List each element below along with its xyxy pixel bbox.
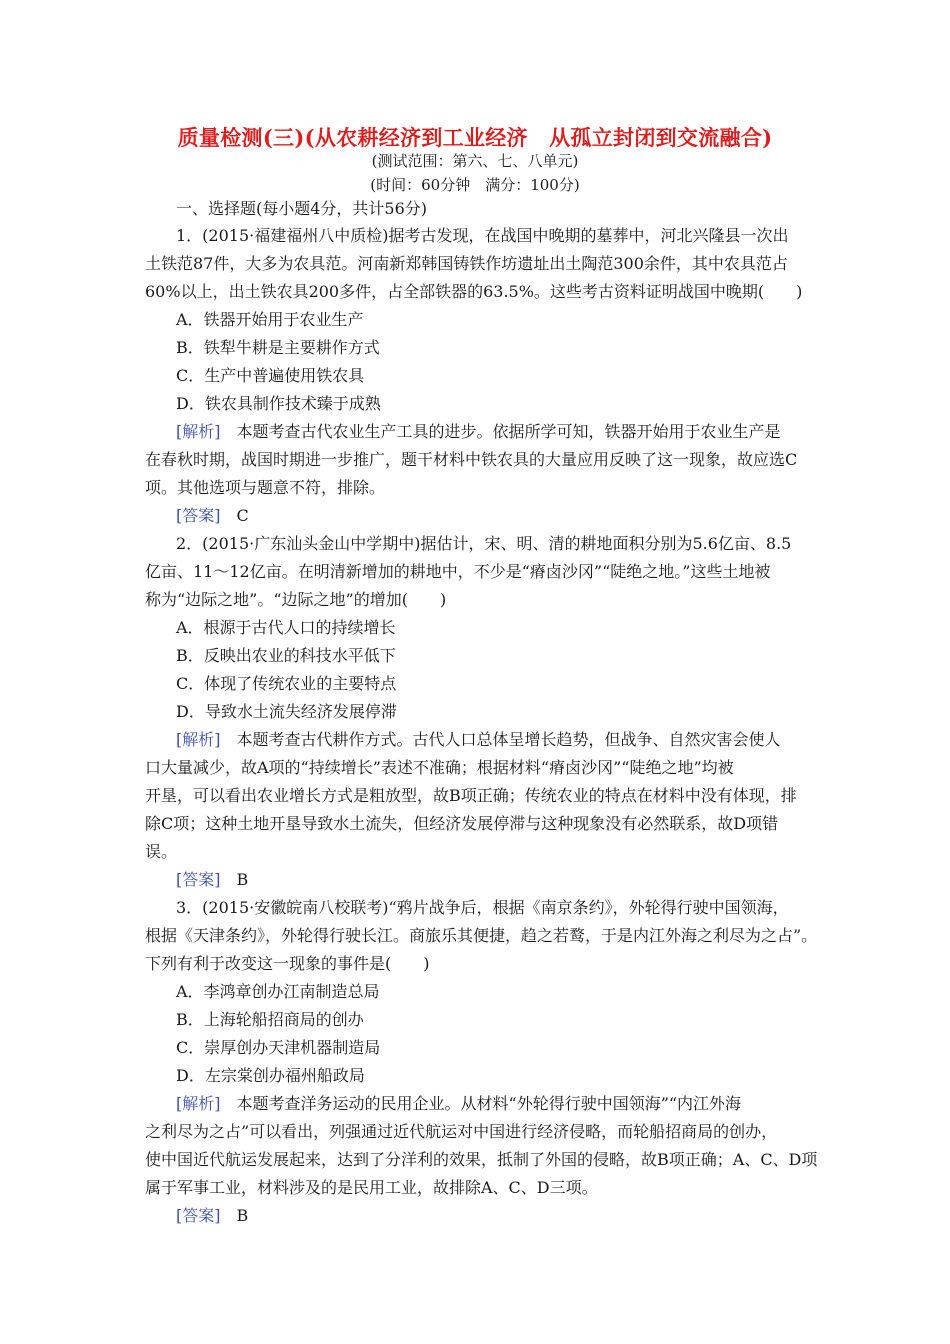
answer-tag: [答案] [176, 870, 221, 889]
question-3-answer [176, 1206, 248, 1226]
question-1-line-3: 60%以上，出土铁农具200多件，占全部铁器的63.5%。这些考古资料证明战国中晚期( ) [145, 282, 803, 301]
answer-tag: [答案] [176, 506, 221, 525]
question-2-analysis-line-5: 误。 [145, 842, 178, 861]
question-3-analysis [176, 1094, 741, 1114]
answer-value: C [236, 506, 249, 525]
question-3-analysis-line-3: 使中国近代航运发展起来，达到了分洋利的效果，抵制了外国的侵略，故B项正确；A、C、D项 [145, 1150, 818, 1169]
question-2-analysis-line-3: 开垦，可以看出农业增长方式是粗放型，故B项正确；传统农业的特点在材料中没有体现，排 [145, 786, 797, 805]
analysis-text: 本题考查洋务运动的民用企业。从材料“外轮得行驶中国领海”“内江外海 [236, 1094, 742, 1113]
question-3-option-c: C．崇厚创办天津机器制造局 [176, 1038, 381, 1057]
question-2-line-2: 亿亩、11～12亿亩。在明清新增加的耕地中，不少是“瘠卤沙冈”“陡绝之地。”这些土地被 [145, 562, 771, 581]
question-2-answer [176, 870, 248, 890]
question-3-line-2: 根据《天津条约》，外轮得行驶长江。商旅乐其便捷，趋之若鹜，于是内江外海之利尽为之占”。 [145, 926, 818, 945]
question-2-line-1: 2．(2015·广东汕头金山中学期中)据估计，宋、明、清的耕地面积分别为5.6亿亩、8.5 [176, 534, 792, 553]
question-3-option-b: B．上海轮船招商局的创办 [176, 1010, 364, 1029]
question-3-analysis-line-2: 之利尽为之占”可以看出，列强通过近代航运对中国进行经济侵略，而轮船招商局的创办， [145, 1122, 778, 1141]
question-1-line-2: 土铁范87件，大多为农具范。河南新郑韩国铸铁作坊遗址出土陶范300余件，其中农具范占 [145, 254, 788, 273]
question-1-option-c: C．生产中普遍使用铁农具 [176, 366, 365, 385]
question-3-line-1: 3．(2015·安徽皖南八校联考)“鸦片战争后，根据《南京条约》，外轮得行驶中国领海， [176, 898, 789, 917]
question-2-option-b: B．反映出农业的科技水平低下 [176, 646, 396, 665]
question-1-analysis [176, 422, 781, 442]
question-1-option-d: D．铁农具制作技术臻于成熟 [176, 394, 381, 413]
question-3-option-d: D．左宗棠创办福州船政局 [176, 1066, 365, 1085]
analysis-text: 本题考查古代耕作方式。古代人口总体呈增长趋势，但战争、自然灾害会使人 [236, 730, 781, 749]
question-3-line-3: 下列有利于改变这一现象的事件是( ) [145, 954, 430, 973]
question-2-analysis-line-4: 除C项；这种土地开垦导致水土流失，但经济发展停滞与这种现象没有必然联系，故D项错 [145, 814, 779, 833]
analysis-tag: [解析] [176, 422, 221, 441]
question-2-analysis-line-2: 口大量减少，故A项的“持续增长”表述不准确；根据材料“瘠卤沙冈”“陡绝之地”均被 [145, 758, 734, 777]
question-1-option-a: A．铁器开始用于农业生产 [176, 310, 364, 329]
question-2-analysis [176, 730, 781, 750]
question-1-analysis-line-3: 项。其他选项与题意不符，排除。 [145, 478, 386, 497]
answer-value: B [236, 1206, 249, 1225]
test-scope: (测试范围：第六、七、八单元) [371, 152, 579, 170]
question-1-line-1: 1．(2015·福建福州八中质检)据考古发现，在战国中晚期的墓葬中，河北兴隆县一次出 [176, 226, 789, 245]
analysis-tag: [解析] [176, 730, 221, 749]
question-3-analysis-line-4: 属于军事工业，材料涉及的是民用工业，故排除A、C、D三项。 [145, 1178, 598, 1197]
analysis-tag: [解析] [176, 1094, 221, 1113]
question-2-option-a: A．根源于古代人口的持续增长 [176, 618, 396, 637]
question-2-line-3: 称为“边际之地”。“边际之地”的增加( ) [145, 590, 447, 609]
answer-tag: [答案] [176, 1206, 221, 1225]
question-1-option-b: B．铁犁牛耕是主要耕作方式 [176, 338, 380, 357]
question-1-analysis-line-2: 在春秋时期，战国时期进一步推广，题干材料中铁农具的大量应用反映了这一现象，故应选C [145, 450, 798, 469]
question-3-option-a: A．李鸿章创办江南制造总局 [176, 982, 380, 1001]
question-2-option-d: D．导致水土流失经济发展停滞 [176, 702, 397, 721]
question-2-option-c: C．体现了传统农业的主要特点 [176, 674, 397, 693]
section-heading: 一、选择题(每小题4分，共计56分) [176, 199, 428, 218]
analysis-text: 本题考查古代农业生产工具的进步。依据所学可知，铁器开始用于农业生产是 [236, 422, 781, 441]
time-score: (时间：60分钟 满分：100分) [370, 176, 580, 194]
answer-value: B [236, 870, 249, 889]
page-title: 质量检测(三)(从农耕经济到工业经济 从孤立封闭到交流融合) [177, 125, 773, 150]
question-1-answer [176, 506, 249, 526]
